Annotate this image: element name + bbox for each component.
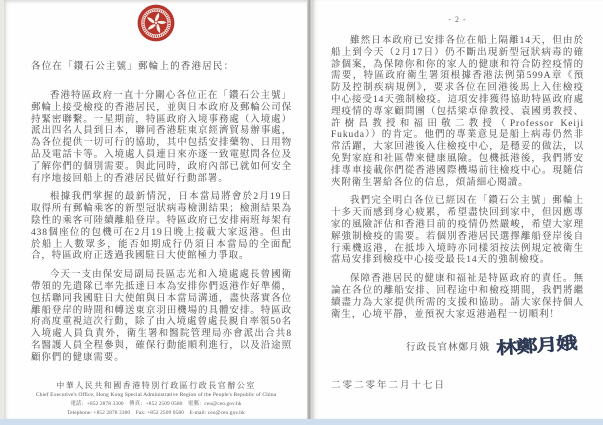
contact-line-en: Telephone: +852 2878 3300 Fax: +852 2509 0580 E-mail: ceo@ceo.gov.hk <box>67 410 245 416</box>
signature-label: 行政長官林鄭月娥 <box>406 343 491 354</box>
letterhead-footer <box>4 380 308 416</box>
page1-paragraph-1: 香港特區政府一直十分關心各位正在「鑽石公主號」郵輪上接受檢疫的香港居民，並與日本政府及郵輪公司保持緊密聯繫。一星期前，特區政府入境事務處（入境處）派出四名人員到日本，聯同香港駐東京經濟貿易辦事處，為各位提供一切可行的協助，其中包括安排藥物、日用物品及電話卡等。入境處人員連日來亦逐一致電慰問各位及了解你們的個別需要。與此同時，政府內部已就如何安全有序地接回船上的香港居民做好行動部署。 <box>31 91 292 184</box>
page2-paragraph-2: 我們完全明白各位已經因在「鑽石公主號」郵輪上十多天而感到身心疲累，希望盡快回到家中，但因應專家的風險評估和香港目前的疫情仍然嚴峻，希望大家理解強制檢疫的需要。若個別香港居民選擇離船登岸後自行乘機返港，在抵埗入境時亦同樣須按法例規定被衛生當局安排到檢疫中心接受最長14天的強制檢疫。 <box>331 196 584 266</box>
contact-line-zh: 電話：+852 2878 3300 傳真：+852 2509 0580 電郵：ceo@ceo.gov.hk <box>70 401 242 407</box>
handwritten-signature: 林鄭月娥 <box>495 333 577 358</box>
letter-date: 二零二零年二月十七日 <box>331 381 447 392</box>
emblem-container <box>4 0 308 42</box>
salutation: 各位在「鑽石公主號」郵輪上的香港居民： <box>31 62 235 72</box>
signature-block <box>331 328 584 364</box>
office-name-zh: 中華人民共和國香港特別行政區行政長官辦公室 <box>56 381 256 390</box>
page1-paragraph-3: 今天一支由保安局副局長區志光和入境處處長曾國衛帶領的先遣隊已率先抵達日本為安排你們返港作好準備，包括聯同我國駐日大使館與日本當局溝通，盡快落實各位離船登岸的時間和轉送東京羽田機場的具體安排。特區政府高度重視這次行動，除了由入境處曾處長親自率領50名入境處人員負責外，衛生署和醫院管理局亦會派出合共8名醫護人員全程參與，確保行動能順利進行，以及沿途照顧你們的健康需要。 <box>31 270 292 363</box>
hksar-emblem-icon <box>137 4 175 42</box>
page2-paragraph-1: 雖然日本政府已安排各位在船上隔離14天，但由於船上到今天（2月17日）仍不斷出現新型冠狀病毒的確診個案，為保障你和你的家人的健康和符合防控疫情的需要，特區政府衛生署須根據香港法例第599A章《預防及控制疾病規例》，要求各位在回港後馬上入住檢疫中心接受14天強制檢疫。這項安排獲得協助特區政府處理疫情的專家顧問團（包括梁卓偉教授、袁國勇教授、許樹昌教授和福田敬二教授（Professor Keiji Fukuda））的肯定。他們的專業意見是船上病毒仍然非常活躍，大家回港後入住檢疫中心，是穩妥的做法，以免對家庭和社區帶來健康風險。包機抵港後，我們將安排專車接載你們從香港國際機場前往檢疫中心。現隨信夾附衛生署給各位的信息，煩請細心閱讀。 <box>331 36 584 188</box>
letter-page-1 <box>4 0 308 419</box>
page2-paragraph-3: 保障香港居民的健康和福祉是特區政府的責任。無論在各位的離船安排、回程途中和檢疫期間，我們將繼續盡力為大家提供所需的支援和協助。請大家保持個人衛生，心境平靜，並預祝大家返港過程一切順利！ <box>331 274 584 320</box>
scan-bottom-strip <box>0 419 603 425</box>
page1-paragraph-2: 根據我們掌握的最新情況，日本當局將會於2月19日取得所有郵輪乘客的新型冠狀病毒檢測結果；檢測結果為陰性的乘客可陸續離船登岸。特區政府已安排兩班每架有438個座位的包機可在2月19日晚上接載大家返港。但由於船上人數眾多，能否如期成行仍須日本當局的全面配合，特區政府正透過我國駐日大使館極力爭取。 <box>31 192 292 262</box>
letter-page-2 <box>312 0 603 419</box>
page-number: - 2 - <box>448 15 467 24</box>
office-name-en: Chief Executive's Office, Hong Kong Special Administrative Region of the People's Republic of China <box>35 392 277 398</box>
